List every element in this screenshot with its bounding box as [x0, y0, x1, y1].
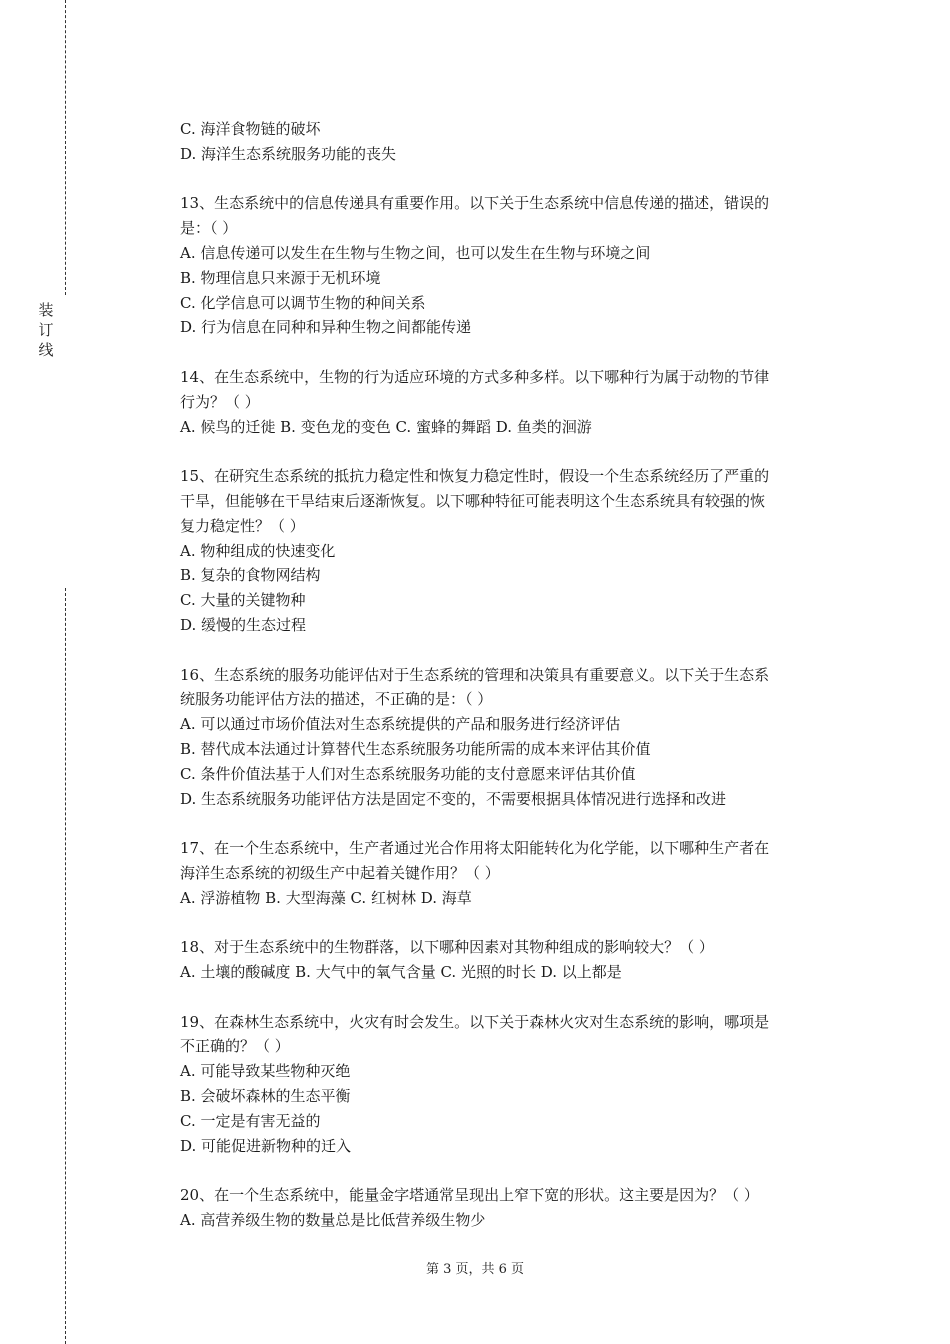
- binding-line-top: [65, 0, 66, 295]
- question-15: [180, 464, 840, 638]
- question-stem: 19、在森林生态系统中，火灾有时会发生。以下关于森林火灾对生态系统的影响，哪项是: [180, 1012, 770, 1031]
- option-c: C. 一定是有害无益的: [180, 1111, 321, 1130]
- question-16: [180, 663, 840, 812]
- option-d: D. 可能促进新物种的迁入: [180, 1136, 352, 1155]
- question-stem: 15、在研究生态系统的抵抗力稳定性和恢复力稳定性时，假设一个生态系统经历了严重的: [180, 467, 770, 486]
- option-b: B. 复杂的食物网结构: [180, 566, 321, 585]
- question-20: [180, 1183, 840, 1233]
- question-18: [180, 935, 840, 985]
- binding-label: [38, 300, 54, 360]
- question-14: [180, 365, 840, 439]
- binding-line-bottom: [65, 588, 66, 1344]
- question-stem: 干旱，但能够在干旱结束后逐渐恢复。以下哪种特征可能表明这个生态系统具有较强的恢: [180, 491, 766, 510]
- option-a: A. 可以通过市场价值法对生态系统提供的产品和服务进行经济评估: [180, 715, 621, 734]
- option-d: D. 生态系统服务功能评估方法是固定不变的，不需要根据具体情况进行选择和改进: [180, 789, 727, 808]
- question-stem: 14、在生态系统中，生物的行为适应环境的方式多种多样。以下哪种行为属于动物的节律: [180, 367, 770, 386]
- question-stem: 13、生态系统中的信息传递具有重要作用。以下关于生态系统中信息传递的描述，错误的: [180, 194, 770, 213]
- option-c: C. 条件价值法基于人们对生态系统服务功能的支付意愿来评估其价值: [180, 764, 636, 783]
- option-a: A. 高营养级生物的数量总是比低营养级生物少: [180, 1211, 486, 1230]
- question-stem: 复力稳定性？（ ）: [180, 516, 305, 535]
- options-inline: A. 候鸟的迁徙 B. 变色龙的变色 C. 蜜蜂的舞蹈 D. 鱼类的洄游: [180, 417, 592, 436]
- options-inline: A. 土壤的酸碱度 B. 大气中的氧气含量 C. 光照的时长 D. 以上都是: [180, 963, 622, 982]
- option-b: B. 物理信息只来源于无机环境: [180, 268, 381, 287]
- question-12-tail: [180, 117, 840, 167]
- option-c: C. 海洋食物链的破坏: [180, 120, 321, 138]
- option-c: C. 化学信息可以调节生物的种间关系: [180, 293, 426, 312]
- question-19: [180, 1010, 840, 1159]
- option-b: B. 会破坏森林的生态平衡: [180, 1087, 351, 1106]
- question-stem: 海洋生态系统的初级生产中起着关键作用？（ ）: [180, 863, 500, 882]
- options-inline: A. 浮游植物 B. 大型海藻 C. 红树林 D. 海草: [180, 888, 472, 907]
- question-stem: 不正确的？（ ）: [180, 1037, 290, 1056]
- option-a: A. 物种组成的快速变化: [180, 541, 336, 560]
- question-stem: 统服务功能评估方法的描述，不正确的是：（ ）: [180, 690, 493, 709]
- question-stem: 18、对于生态系统中的生物群落，以下哪种因素对其物种组成的影响较大？（ ）: [180, 938, 714, 957]
- option-b: B. 替代成本法通过计算替代生态系统服务功能所需的成本来评估其价值: [180, 739, 651, 758]
- question-17: [180, 836, 840, 910]
- option-d: D. 行为信息在同种和异种生物之间都能传递: [180, 318, 472, 337]
- binding-char: 线: [38, 341, 54, 359]
- exam-content: [180, 117, 840, 1233]
- binding-char: 订: [38, 321, 54, 339]
- question-13: [180, 191, 840, 340]
- option-c: C. 大量的关键物种: [180, 591, 306, 610]
- question-stem: 16、生态系统的服务功能评估对于生态系统的管理和决策具有重要意义。以下关于生态系: [180, 665, 770, 684]
- option-d: D. 海洋生态系统服务功能的丧失: [180, 144, 397, 163]
- page-number: 第 3 页，共 6 页: [425, 1262, 525, 1277]
- question-stem: 20、在一个生态系统中，能量金字塔通常呈现出上窄下宽的形状。这主要是因为？（ ）: [180, 1186, 759, 1205]
- question-stem: 17、在一个生态系统中，生产者通过光合作用将太阳能转化为化学能，以下哪种生产者在: [180, 839, 770, 858]
- question-stem: 行为？（ ）: [180, 392, 260, 411]
- binding-char: 装: [38, 301, 54, 319]
- option-d: D. 缓慢的生态过程: [180, 615, 307, 634]
- question-stem: 是：（ ）: [180, 219, 238, 238]
- option-a: A. 可能导致某些物种灭绝: [180, 1062, 351, 1081]
- option-a: A. 信息传递可以发生在生物与生物之间，也可以发生在生物与环境之间: [180, 243, 651, 262]
